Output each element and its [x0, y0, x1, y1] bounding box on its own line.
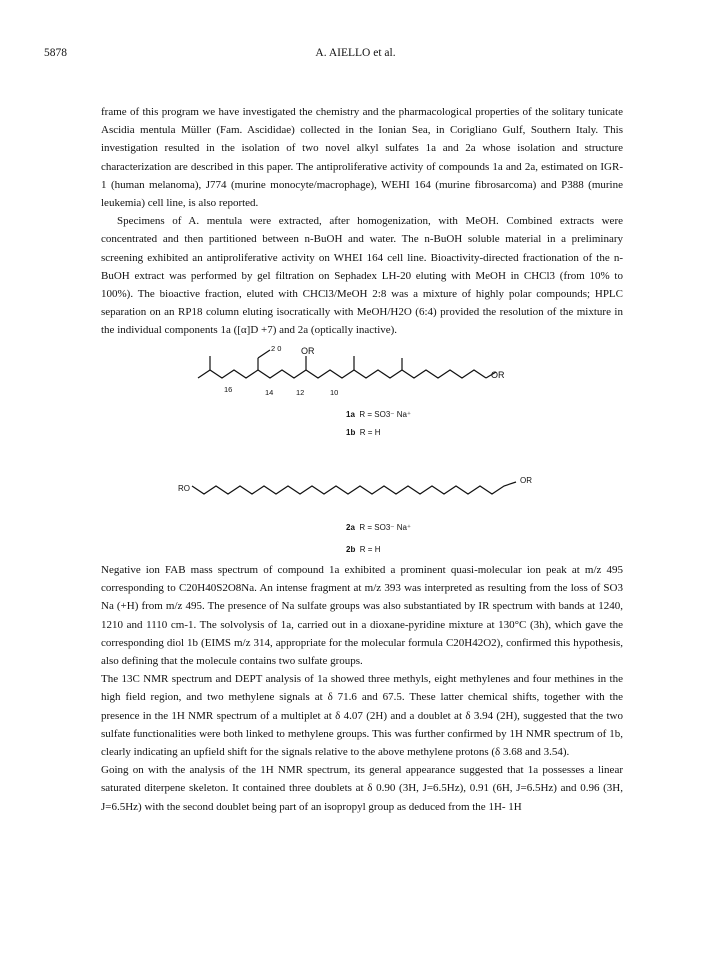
caption-1b: 1b R = H [346, 428, 381, 437]
page-number: 5878 [44, 47, 67, 59]
text-block-results [101, 561, 623, 816]
substituent-or-top: OR [301, 346, 315, 356]
text-block-intro [101, 103, 623, 340]
label-c16: 16 [224, 385, 233, 394]
label-c20: 2 0 [271, 344, 282, 353]
label-c12: 12 [296, 388, 305, 397]
label-c14: 14 [265, 388, 274, 397]
paragraph-1: frame of this program we have investigated the chemistry and the pharmacological properties of the solitary tunicate Ascidia mentula Müller (Fam. Ascididae) collected in the Ionian Sea, in Corigliano Gulf, Southern Italy. This investigation resulted in the isolation of two novel alkyl sulfates 1a and 2a whose isolation and structure characterization are described in this paper. The antiproliferative activity of compounds 1a and 2a, estimated on IGR-1 (human melanoma), J774 (murine monocyte/macrophage), WEHI 164 (murine fibrosarcoma) and P388 (murine leukemia) cell line, is also reported. [101, 106, 623, 210]
running-header-author: A. AIELLO et al. [315, 47, 396, 59]
substituent-or-right: OR [491, 370, 505, 380]
caption-2a: 2a R = SO3⁻ Na⁺ [346, 523, 412, 532]
substituent-or-right-2: OR [520, 476, 532, 485]
paragraph-3: Negative ion FAB mass spectrum of compound 1a exhibited a prominent quasi-molecular ion peak at m/z 495 corresponding to C20H40S2O8Na. An intense fragment at m/z 393 was interpreted as resulting from the loss of SO3 Na (+H) from m/z 495. The presence of Na sulfate groups was also substantiated by IR spectrum with bands at 1240, 1210 and 1110 cm-1. The solvolysis of 1a, carried out in a dioxane-pyridine mixture at 130°C (3h), which gave the corresponding diol 1b (EIMS m/z 314, appropriate for the molecular formula C20H42O2), confirmed this hypothesis, also defining that the molecule contains two sulfate groups. [101, 564, 623, 668]
structure-1-chain [198, 370, 486, 378]
structure-1-diagram [190, 338, 540, 398]
paragraph-4: The 13C NMR spectrum and DEPT analysis of 1a showed three methyls, eight methylenes and four methines in the high field region, and two methylene signals at δ 71.6 and 67.5. These latter chemical shifts, together with the presence in the 1H NMR spectrum of a multiplet at δ 4.07 (2H) and a doublet at δ 3.94 (2H), suggested that the two sulfate functionalities were both linked to methylene groups. This was further confirmed by 1H NMR spectrum of 1b, clearly indicating an upfield shift for the signals relative to the above methylene protons (δ 3.68 and 3.54). [101, 673, 623, 759]
label-c10: 10 [330, 388, 339, 397]
substituent-ro-left: RO [178, 484, 190, 493]
paragraph-2: Specimens of A. mentula were extracted, after homogenization, with MeOH. Combined extracts were concentrated and then partitioned between n-BuOH and water. The n-BuOH soluble material in a preliminary screening exhibited an antiproliferative activity on WHEI 164 cell line. Bioactivity-directed fractionation of the n-BuOH extract was performed by gel filtration on Sephadex LH-20 eluting with MeOH in CHCl3 (from 10% to 100%). The bioactive fraction, eluted with CHCl3/MeOH 2:8 was a mixture of highly polar compounds; HPLC separation on an RP18 column eluting isocratically with MeOH/H2O (6:4) provided the resolution of the mixture in the individual components 1a ([α]D +7) and 2a (optically inactive). [101, 215, 623, 337]
structure-2-chain [190, 478, 530, 500]
caption-2b: 2b R = H [346, 545, 381, 554]
paragraph-5: Going on with the analysis of the 1H NMR spectrum, its general appearance suggested that 1a possesses a linear saturated diterpene skeleton. It contained three doublets at δ 0.90 (3H, J=6.5Hz), 0.91 (6H, J=6.5Hz) and 0.96 (3H, J=6.5Hz) with the second doublet being part of an isopropyl group as deduced from the 1H- 1H [101, 764, 623, 813]
caption-1a: 1a R = SO3⁻ Na⁺ [346, 410, 412, 419]
